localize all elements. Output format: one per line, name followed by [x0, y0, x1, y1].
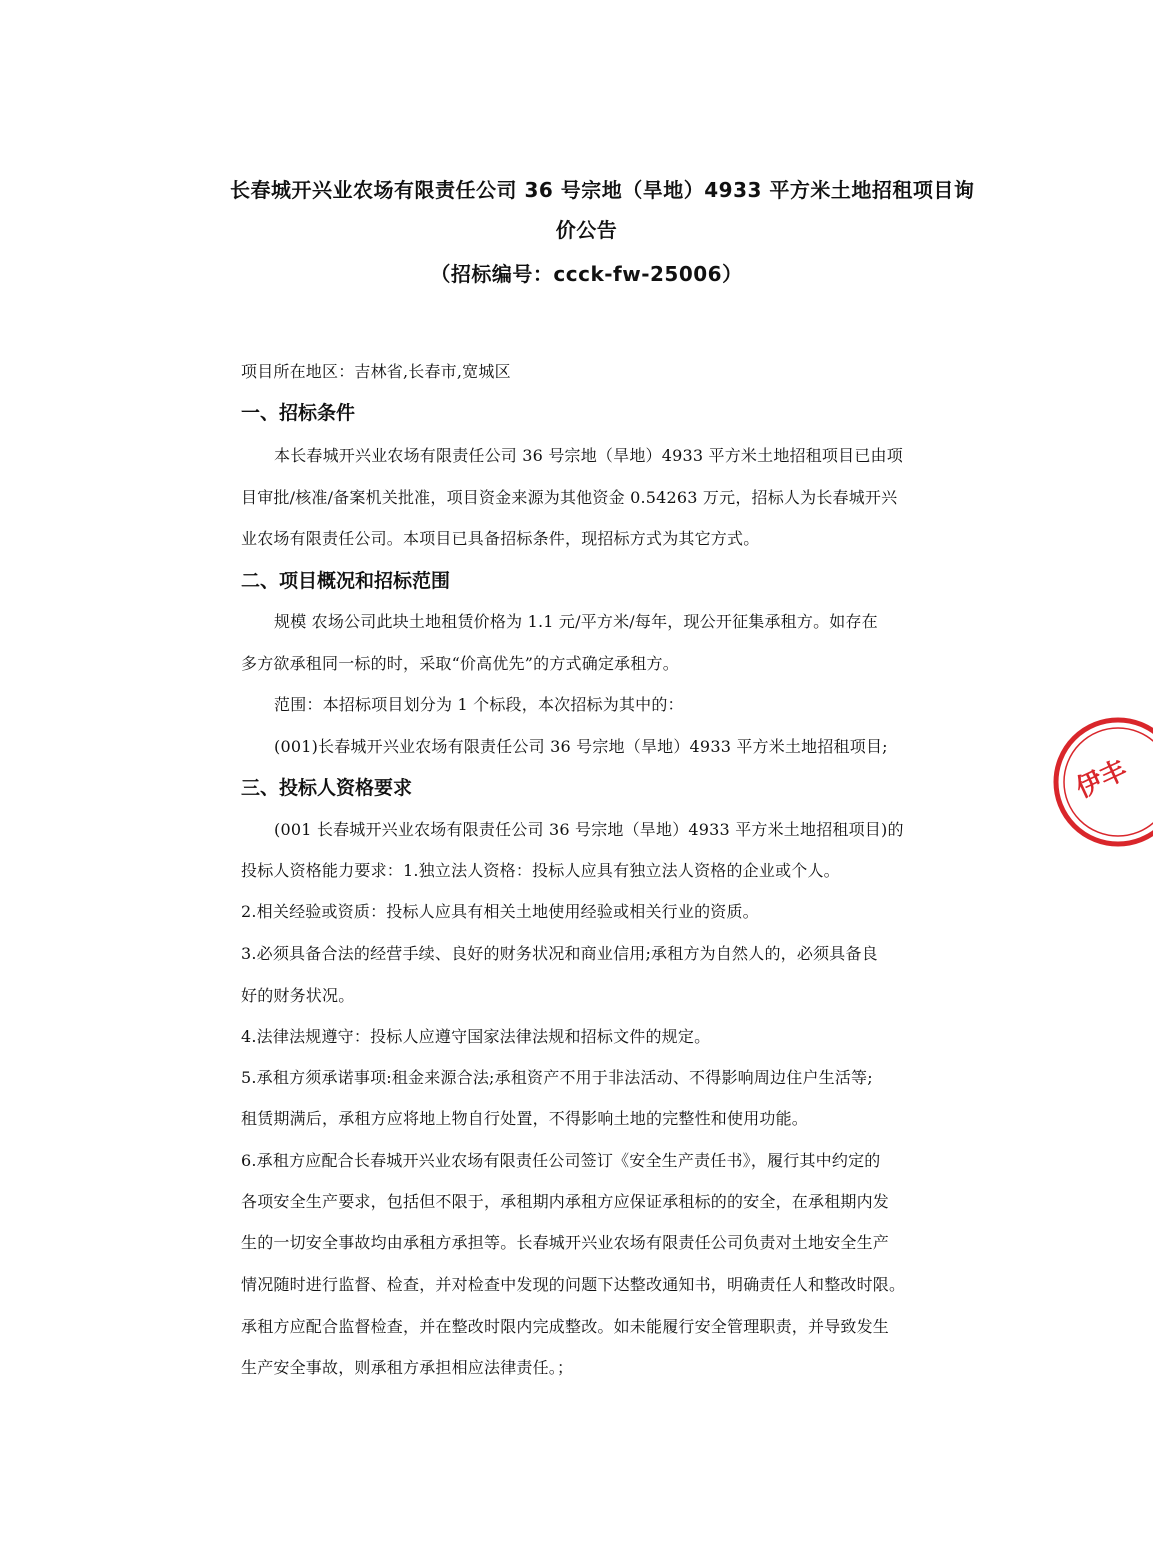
section-heading-project-overview: 二、项目概况和招标范围 — [241, 570, 451, 592]
section-3-line: 投标人资格能力要求：1.独立法人资格：投标人应具有独立法人资格的企业或个人。 — [241, 861, 840, 880]
section-3-line: 6.承租方应配合长春城开兴业农场有限责任公司签订《安全生产责任书》，履行其中约定的 — [241, 1151, 881, 1170]
section-3-line: 情况随时进行监督、检查，并对检查中发现的问题下达整改通知书，明确责任人和整改时限。 — [241, 1275, 906, 1294]
section-3-line: 租赁期满后，承租方应将地上物自行处置，不得影响土地的完整性和使用功能。 — [241, 1109, 809, 1128]
section-2-line: (001)长春城开兴业农场有限责任公司 36 号宗地（旱地）4933 平方米土地招租项目; — [274, 737, 888, 756]
section-3-line: 2.相关经验或资质：投标人应具有相关土地使用经验或相关行业的资质。 — [241, 902, 759, 921]
section-2-line: 多方欲承租同一标的时，采取“价高优先”的方式确定承租方。 — [241, 654, 679, 673]
section-3-line: (001 长春城开兴业农场有限责任公司 36 号宗地（旱地）4933 平方米土地招租项目)的 — [274, 820, 904, 839]
document-title-line-2: 价公告 — [555, 218, 618, 242]
section-1-line: 业农场有限责任公司。本项目已具备招标条件，现招标方式为其它方式。 — [241, 529, 760, 548]
section-3-line: 好的财务状况。 — [241, 986, 355, 1005]
section-1-line: 本长春城开兴业农场有限责任公司 36 号宗地（旱地）4933 平方米土地招租项目已由项 — [274, 446, 903, 465]
tender-number: （招标编号：ccck-fw-25006） — [430, 262, 743, 286]
section-2-line: 规模 农场公司此块土地租赁价格为 1.1 元/平方米/每年，现公开征集承租方。如存在 — [274, 612, 878, 631]
section-1-line: 目审批/核准/备案机关批准，项目资金来源为其他资金 0.54263 万元，招标人为长春城开兴 — [241, 488, 898, 507]
section-3-line: 3.必须具备合法的经营手续、良好的财务状况和商业信用;承租方为自然人的，必须具备良 — [241, 944, 878, 963]
document-title-line-1: 长春城开兴业农场有限责任公司 36 号宗地（旱地）4933 平方米土地招租项目询 — [230, 178, 975, 202]
section-3-line: 5.承租方须承诺事项:租金来源合法;承租资产不用于非法活动、不得影响周边住户生活等; — [241, 1068, 873, 1087]
svg-text:伊丰: 伊丰 — [1071, 755, 1132, 805]
project-location: 项目所在地区：吉林省,长春市,宽城区 — [241, 362, 511, 381]
section-heading-bidding-conditions: 一、招标条件 — [241, 402, 356, 424]
section-2-line: 范围：本招标项目划分为 1 个标段，本次招标为其中的： — [274, 695, 684, 714]
section-3-line: 生的一切安全事故均由承租方承担等。长春城开兴业农场有限责任公司负责对土地安全生产 — [241, 1233, 890, 1252]
red-seal-stamp — [1048, 712, 1153, 852]
section-heading-bidder-qualifications: 三、投标人资格要求 — [241, 777, 413, 799]
section-3-line: 承租方应配合监督检查，并在整改时限内完成整改。如未能履行安全管理职责，并导致发生 — [241, 1317, 890, 1336]
section-3-line: 4.法律法规遵守：投标人应遵守国家法律法规和招标文件的规定。 — [241, 1027, 711, 1046]
section-3-line: 各项安全生产要求，包括但不限于，承租期内承租方应保证承租标的的安全，在承租期内发 — [241, 1192, 890, 1211]
section-3-line: 生产安全事故，则承租方承担相应法律责任。； — [241, 1358, 574, 1377]
